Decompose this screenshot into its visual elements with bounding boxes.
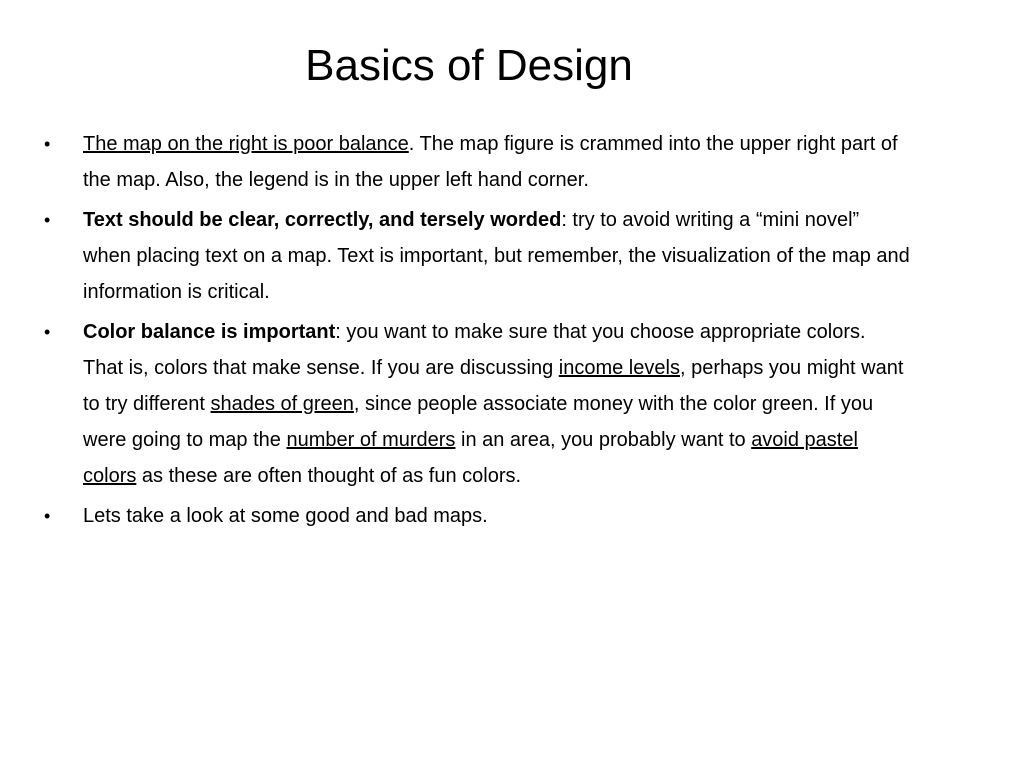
- bullet-text: [83, 321, 903, 487]
- bullet-item: [40, 314, 910, 494]
- text-run: : you want to make sure that you choose appropriate colors. That is, colors that make sense. If you are discussing: [83, 321, 866, 379]
- text-run: , perhaps you might want to try different: [83, 357, 904, 415]
- underlined-phrase: number of murders: [286, 429, 456, 451]
- underlined-phrase: avoid pastel colors: [83, 429, 858, 487]
- text-run: , since people associate money with the color green. If you were going to map the: [83, 393, 874, 451]
- bullet-item: [40, 498, 910, 534]
- bullet-text: [83, 133, 898, 191]
- bullet-dot-icon: •: [44, 506, 51, 526]
- bold-phrase: Text should be clear, correctly, and tersely worded: [83, 209, 562, 231]
- bullet-item: [40, 126, 910, 198]
- text-run: Lets take a look at some good and bad maps.: [83, 505, 488, 527]
- underlined-phrase: shades of green: [210, 393, 354, 415]
- bullet-list: [40, 126, 910, 538]
- bullet-item: [40, 202, 910, 310]
- bullet-dot-icon: •: [44, 210, 51, 230]
- bullet-text: [83, 209, 910, 303]
- slide-title: Basics of Design: [305, 41, 633, 90]
- bullet-text: [83, 505, 488, 527]
- underlined-phrase: income levels: [558, 357, 680, 379]
- text-run: as these are often thought of as fun colors.: [136, 465, 522, 487]
- text-run: . The map figure is crammed into the upper right part of the map. Also, the legend is in the upper left hand corner.: [83, 133, 898, 191]
- text-run: in an area, you probably want to: [455, 429, 752, 451]
- bullet-dot-icon: •: [44, 322, 51, 342]
- bold-phrase: Color balance is important: [83, 321, 336, 343]
- text-run: : try to avoid writing a “mini novel” when placing text on a map. Text is important, but remember, the visualization of the map and information is critical.: [83, 209, 910, 303]
- bullet-dot-icon: •: [44, 134, 51, 154]
- underlined-phrase: The map on the right is poor balance: [83, 133, 409, 155]
